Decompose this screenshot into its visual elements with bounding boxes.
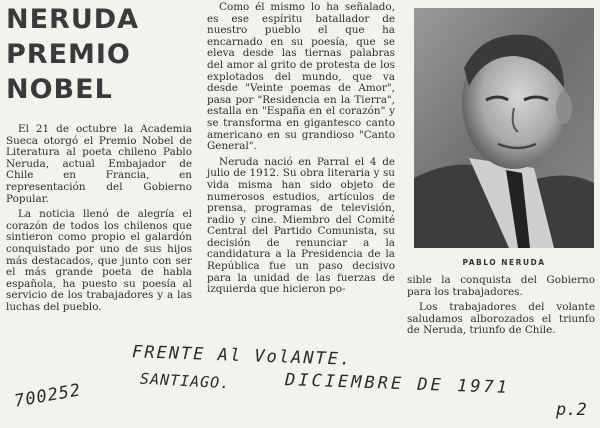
handwritten-source: FRENTE Al VolANTE. — [131, 342, 353, 370]
handwritten-reference-number: 700252 — [12, 380, 83, 412]
headline — [6, 2, 144, 107]
handwritten-date: DICIEMBRE DE 1971 — [284, 370, 511, 398]
article-column-3 — [407, 275, 595, 341]
article-column-1 — [6, 124, 192, 318]
paragraph: Los trabajadores del volante saludamos alborozados el triunfo de Neruda, triunfo de Chile. — [407, 301, 595, 337]
article-column-2 — [207, 2, 395, 300]
headline-line-3: NOBEL — [6, 74, 113, 105]
paragraph: La noticia llenó de alegría el corazón de todos los chilenos que sintieron como propio el galardón conquistado por uno de sus hijos más destacados, que junto con ser el más grande poeta de habla española, ha puesto su poesía al servicio de los trabajadores y a las luchas del pueblo. — [6, 208, 192, 313]
handwritten-page-number: p.2 — [556, 400, 587, 420]
headline-line-2: PREMIO — [6, 39, 131, 70]
headline-line-1: NERUDA — [6, 4, 140, 35]
handwritten-city: SANTIAGO. — [139, 369, 231, 393]
portrait-photo — [414, 8, 594, 248]
paragraph: Neruda nació en Parral el 4 de julio de 1912. Su obra literaria y su vida misma han sido objeto de numerosos estudios, artículos de prensa, programas de televisión, radio y cine. Miembro del Comité Central del Partido Comunista, su decisión de renunciar a la candidatura a la Presidencia de la República fue un paso decisivo para la unidad de las fuerzas de izquierda que hicieron po- — [207, 155, 395, 296]
paragraph: El 21 de octubre la Academia Sueca otorgó el Premio Nobel de Literatura al poeta chileno Pablo Neruda, actual Embajador de Chile en Francia, en representación del Gobierno Popular. — [6, 123, 192, 205]
paragraph: sible la conquista del Gobierno para los trabajadores. — [407, 274, 595, 298]
photo-caption: PABLO NERUDA — [462, 258, 546, 267]
paragraph: Como él mismo lo ha señalado, es ese espíritu batallador de nuestro pueblo el que ha encarnado en su poesía, que se eleva desde las tiernas palabras del amor al grito de protesta de los explotados del mundo, que va desde "Veinte poemas de Amor", pasa por "Residencia en la Tierra", estalla en "España en el corazón" y se transforma en gigantesco canto americano en su grandioso "Canto General". — [207, 1, 395, 153]
